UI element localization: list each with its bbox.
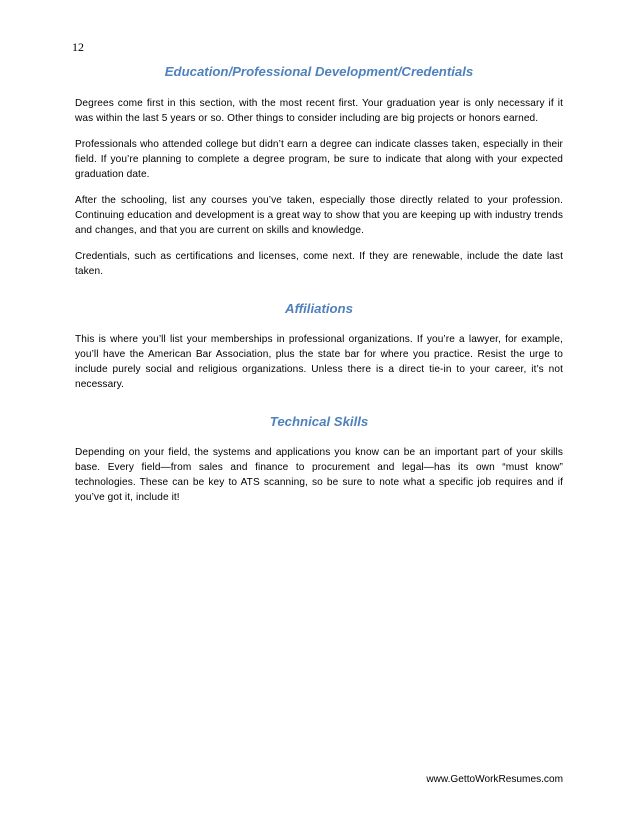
paragraph-credentials: Credentials, such as certifications and licenses, come next. If they are renewable, include the date last taken. (75, 251, 563, 277)
page-content (75, 62, 563, 516)
paragraph-affiliations: This is where you’ll list your memberships in professional organizations. If you’re a lawyer, for example, you’ll have the American Bar Association, plus the state bar for where you practice. Resist the urge to include purely social and religious organizations. Unless there is a direct tie-in to your career, it’s not necessary. (75, 334, 563, 390)
heading-education: Education/Professional Development/Credentials (164, 64, 474, 79)
paragraph-courses: After the schooling, list any courses you’ve taken, especially those directly related to your profession. Continuing education and development is a great way to show that you are keeping up with industry trends and changes, and that you are current on skills and knowledge. (75, 195, 563, 236)
paragraph-degrees: Degrees come first in this section, with the most recent first. Your graduation year is only necessary if it was within the last 5 years or so. Other things to consider including are big projects or honors earned. (75, 98, 563, 124)
heading-affiliations: Affiliations (285, 301, 353, 316)
heading-technical-skills: Technical Skills (269, 414, 369, 429)
footer-url: www.GettoWorkResumes.com (426, 774, 563, 785)
paragraph-technical-skills: Depending on your field, the systems and applications you know can be an important part of your skills base. Every field—from sales and finance to procurement and legal—has its own “must know” technologies. These can be key to ATS scanning, so be sure to note what a specific job requires and if you’ve got it, include it! (75, 447, 563, 503)
page-number: 12 (72, 40, 84, 54)
paragraph-professionals: Professionals who attended college but didn’t earn a degree can indicate classes taken, especially in their field. If you’re planning to complete a degree program, be sure to indicate that along with your expected graduation date. (75, 139, 563, 180)
